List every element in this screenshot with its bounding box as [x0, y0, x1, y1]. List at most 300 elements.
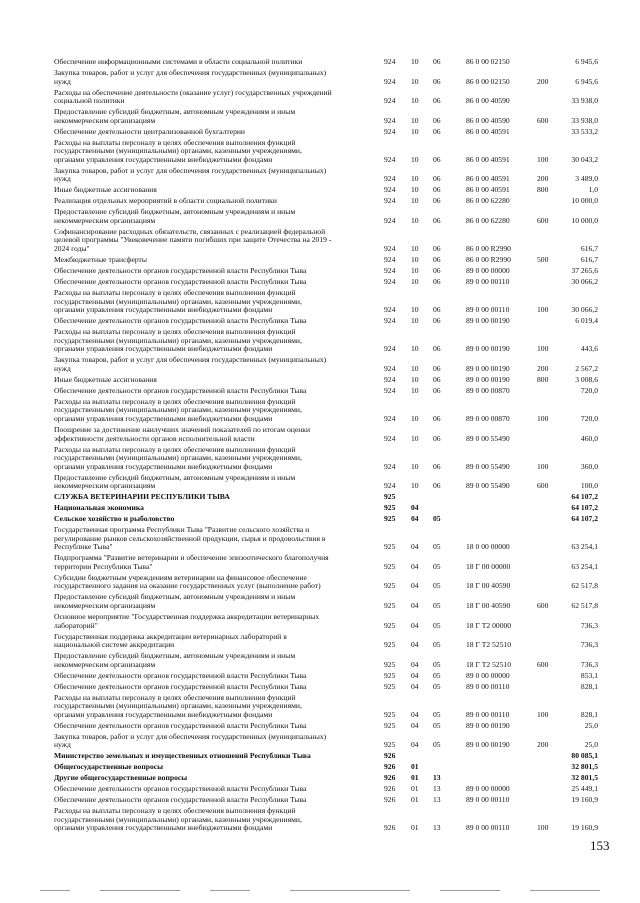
target-article-code: 89 0 00 55490 — [466, 461, 510, 471]
ministry-code: 926 — [384, 762, 396, 772]
amount: 6 945,6 — [575, 57, 598, 66]
amount: 37 265,6 — [571, 266, 598, 276]
amount: 63 254,1 — [571, 542, 598, 552]
section-code: 10 — [411, 255, 419, 265]
table-row — [0, 633, 640, 650]
expense-type-code: 600 — [537, 481, 549, 491]
table-row — [0, 387, 640, 396]
table-row — [0, 197, 640, 206]
target-article-code: 18 Г Т2 00000 — [466, 620, 512, 630]
amount: 33 938,0 — [571, 96, 598, 106]
expense-type-code: 100 — [537, 305, 549, 315]
ministry-code: 924 — [384, 276, 396, 286]
table-row — [0, 108, 640, 125]
ministry-code: 924 — [384, 374, 396, 384]
amount: 10 000,0 — [571, 215, 598, 225]
section-code: 10 — [411, 344, 419, 354]
row-description: Закупка товаров, работ и услуг для обеспечения государственных (муниципальных) нужд — [54, 355, 327, 373]
section-code: 10 — [411, 196, 419, 206]
table-row — [0, 128, 640, 137]
amount: 2 567,2 — [575, 363, 598, 373]
target-article-code: 86 0 00 40591 — [466, 126, 510, 136]
expense-type-code: 100 — [537, 709, 549, 719]
row-description: Предоставление субсидий бюджетным, автономным учреждениям и иным некоммерческим организациям — [54, 651, 296, 669]
ministry-code: 924 — [384, 154, 396, 164]
section-code: 04 — [411, 503, 419, 513]
target-article-code: 86 0 00 40590 — [466, 115, 510, 125]
table-row — [0, 774, 640, 783]
section-code: 10 — [411, 316, 419, 326]
row-description: Обеспечение деятельности органов государственной власти Республики Тыва — [54, 670, 307, 680]
row-description: Расходы на выплаты персоналу в целях обеспечения выполнения функций государственными (муниципальными) органами, казенными учреждениями, органами управления государственными внебюджетными фондами — [54, 692, 302, 719]
ministry-code: 925 — [384, 709, 396, 719]
table-row — [0, 289, 640, 315]
expense-type-code: 200 — [537, 76, 549, 86]
section-code: 10 — [411, 76, 419, 86]
subsection-code: 06 — [433, 196, 441, 206]
row-description: Подпрограмма "Развитие ветеринарии и обеспечение эпизоотического благополучия территории Республики Тыва" — [54, 553, 329, 571]
row-description: Обеспечение информационными системами в области социальной политики — [54, 57, 303, 66]
subsection-code: 06 — [433, 363, 441, 373]
expense-type-code: 100 — [537, 154, 549, 164]
target-article-code: 89 0 00 00110 — [466, 823, 510, 833]
ministry-code: 925 — [384, 581, 396, 591]
amount: 62 517,8 — [571, 581, 598, 591]
section-code: 04 — [411, 640, 419, 650]
table-row — [0, 186, 640, 195]
ministry-code: 925 — [384, 503, 396, 513]
ministry-code: 926 — [384, 795, 396, 805]
section-code: 10 — [411, 385, 419, 395]
subsection-code: 06 — [433, 461, 441, 471]
row-description: Обеспечение деятельности органов государственной власти Республики Тыва — [54, 720, 307, 730]
expense-type-code: 100 — [537, 413, 549, 423]
expense-type-code: 200 — [537, 740, 549, 750]
section-code: 10 — [411, 174, 419, 184]
row-description: Предоставление субсидий бюджетным, автономным учреждениям и иным некоммерческим организациям — [54, 472, 296, 491]
subsection-code: 06 — [433, 185, 441, 195]
ministry-code: 924 — [384, 266, 396, 276]
table-row — [0, 574, 640, 591]
ministry-code: 924 — [384, 196, 396, 206]
subsection-code: 06 — [433, 266, 441, 276]
expense-type-code: 200 — [537, 363, 549, 373]
row-description: Закупка товаров, работ и услуг для обеспечения государственных (муниципальных) нужд — [54, 165, 327, 184]
subsection-code: 06 — [433, 374, 441, 384]
table-row — [0, 267, 640, 276]
amount: 64 107,2 — [571, 514, 598, 524]
target-article-code: 86 0 00 02150 — [466, 76, 510, 86]
subsection-code: 05 — [433, 681, 441, 691]
section-code: 04 — [411, 514, 419, 524]
row-description: Расходы на выплаты персоналу в целях обеспечения выполнения функций государственными (муниципальными) органами, казенными учреждениями, органами управления государственными внебюджетными фондами — [54, 327, 302, 354]
table-row — [0, 652, 640, 669]
section-code: 10 — [411, 363, 419, 373]
row-description: Закупка товаров, работ и услуг для обеспечения государственных (муниципальных) нужд — [54, 67, 327, 86]
section-code: 01 — [411, 762, 419, 772]
row-description: СЛУЖБА ВЕТЕРИНАРИИ РЕСПУБЛИКИ ТЫВА — [54, 492, 230, 502]
table-row — [0, 328, 640, 354]
amount: 19 160,9 — [571, 823, 598, 833]
row-description: Обеспечение деятельности органов государственной власти Республики Тыва — [54, 795, 307, 805]
row-description: Расходы на выплаты персоналу в целях обеспечения выполнения функций государственными (муниципальными) органами, казенными учреждениями, органами управления государственными внебюджетными фондами — [54, 806, 302, 833]
target-article-code: 89 0 00 00110 — [466, 709, 510, 719]
section-code: 10 — [411, 433, 419, 443]
amount: 616,7 — [580, 244, 598, 254]
subsection-code: 06 — [433, 413, 441, 423]
section-code: 10 — [411, 481, 419, 491]
section-code: 10 — [411, 374, 419, 384]
section-code: 10 — [411, 57, 419, 66]
table-row — [0, 278, 640, 287]
ministry-code: 924 — [384, 433, 396, 443]
target-article-code: 89 0 00 00110 — [466, 681, 510, 691]
ministry-code: 925 — [384, 670, 396, 680]
amount: 3 008,6 — [575, 374, 598, 384]
ministry-code: 925 — [384, 640, 396, 650]
amount: 443,6 — [580, 344, 598, 354]
table-row — [0, 683, 640, 692]
target-article-code: 89 0 00 00190 — [466, 344, 510, 354]
target-article-code: 18 Г Т2 52510 — [466, 640, 512, 650]
expense-type-code: 100 — [537, 344, 549, 354]
row-description: Расходы на выплаты персоналу в целях обеспечения выполнения функций государственными (муниципальными) органами, казенными учреждениями, органами управления государственными внебюджетными фондами — [54, 444, 302, 471]
target-article-code: 18 Г 00 40590 — [466, 581, 511, 591]
row-description: Расходы на обеспечение деятельности (оказание услуг) государственных учреждений социальной политики — [54, 87, 332, 106]
target-article-code: 86 0 00 02150 — [466, 57, 510, 66]
section-code: 10 — [411, 244, 419, 254]
target-article-code: 86 0 00 62280 — [466, 196, 510, 206]
target-article-code: 89 0 00 00190 — [466, 374, 510, 384]
row-description: Обеспечение деятельности централизованной бухгалтерии — [54, 126, 245, 136]
amount: 853,1 — [580, 670, 598, 680]
section-code: 01 — [411, 823, 419, 833]
section-code: 10 — [411, 185, 419, 195]
amount: 30 066,2 — [571, 276, 598, 286]
section-code: 10 — [411, 266, 419, 276]
ministry-code: 924 — [384, 174, 396, 184]
expense-type-code: 200 — [537, 174, 549, 184]
ministry-code: 924 — [384, 96, 396, 106]
target-article-code: 89 0 00 00870 — [466, 413, 510, 423]
row-description: Министерство земельных и имущественных отношений Республики Тыва — [54, 751, 311, 761]
target-article-code: 89 0 00 00110 — [466, 276, 510, 286]
row-description: Национальная экономика — [54, 503, 144, 513]
subsection-code: 05 — [433, 601, 441, 611]
subsection-code: 05 — [433, 740, 441, 750]
row-description: Обеспечение деятельности органов государственной власти Республики Тыва — [54, 316, 307, 326]
subsection-code: 06 — [433, 174, 441, 184]
ministry-code: 924 — [384, 344, 396, 354]
ministry-code: 924 — [384, 115, 396, 125]
ministry-code: 925 — [384, 620, 396, 630]
table-row — [0, 694, 640, 720]
row-description: Иные бюджетные ассигнования — [54, 185, 157, 195]
table-row — [0, 398, 640, 424]
amount: 736,3 — [580, 640, 598, 650]
ministry-code: 926 — [384, 823, 396, 833]
target-article-code: 89 0 00 00110 — [466, 795, 510, 805]
row-description: Предоставление субсидий бюджетным, автономным учреждениям и иным некоммерческим организациям — [54, 592, 296, 611]
table-row — [0, 763, 640, 772]
row-description: Обеспечение деятельности органов государственной власти Республики Тыва — [54, 266, 307, 276]
table-row — [0, 613, 640, 630]
expense-type-code: 800 — [537, 374, 549, 384]
amount: 64 107,2 — [571, 503, 598, 513]
table-row — [0, 139, 640, 165]
section-code: 04 — [411, 670, 419, 680]
amount: 736,3 — [580, 620, 598, 630]
row-description: Обеспечение деятельности органов государственной власти Республики Тыва — [54, 681, 307, 691]
table-row — [0, 554, 640, 571]
section-code: 04 — [411, 561, 419, 571]
amount: 33 533,2 — [571, 126, 598, 136]
ministry-code: 924 — [384, 413, 396, 423]
table-row — [0, 474, 640, 491]
row-description: Общегосударственные вопросы — [54, 762, 164, 772]
target-article-code: 86 0 00 R2990 — [466, 244, 511, 254]
amount: 33 938,0 — [571, 115, 598, 125]
section-code: 10 — [411, 96, 419, 106]
row-description: Обеспечение деятельности органов государственной власти Республики Тыва — [54, 276, 307, 286]
row-description: Закупка товаров, работ и услуг для обеспечения государственных (муниципальных) нужд — [54, 731, 327, 750]
ministry-code: 924 — [384, 76, 396, 86]
table-row — [0, 504, 640, 513]
ministry-code: 924 — [384, 126, 396, 136]
ministry-code: 924 — [384, 305, 396, 315]
section-code: 04 — [411, 601, 419, 611]
target-article-code: 89 0 00 00190 — [466, 363, 510, 373]
section-code: 04 — [411, 620, 419, 630]
ministry-code: 925 — [384, 561, 396, 571]
expense-type-code: 800 — [537, 185, 549, 195]
target-article-code: 18 0 00 00000 — [466, 542, 510, 552]
subsection-code: 05 — [433, 620, 441, 630]
row-description: Реализация отдельных мероприятий в области социальной политики — [54, 196, 277, 206]
subsection-code: 06 — [433, 126, 441, 136]
amount: 25,0 — [584, 720, 598, 730]
subsection-code: 06 — [433, 115, 441, 125]
subsection-code: 13 — [433, 795, 441, 805]
table-row — [0, 593, 640, 610]
section-code: 04 — [411, 740, 419, 750]
table-row — [0, 317, 640, 326]
table-row — [0, 376, 640, 385]
target-article-code: 86 0 00 62280 — [466, 215, 510, 225]
subsection-code: 06 — [433, 316, 441, 326]
target-article-code: 89 0 00 00000 — [466, 784, 510, 794]
table-row — [0, 493, 640, 502]
target-article-code: 18 Г 00 00000 — [466, 561, 511, 571]
ministry-code: 926 — [384, 784, 396, 794]
ministry-code: 925 — [384, 659, 396, 669]
expense-type-code: 600 — [537, 115, 549, 125]
table-row — [0, 733, 640, 750]
amount: 736,3 — [580, 659, 598, 669]
ministry-code: 924 — [384, 385, 396, 395]
subsection-code: 05 — [433, 720, 441, 730]
page-number: 153 — [590, 838, 610, 853]
section-code: 04 — [411, 709, 419, 719]
subsection-code: 06 — [433, 276, 441, 286]
amount: 19 160,9 — [571, 795, 598, 805]
subsection-code: 06 — [433, 57, 441, 66]
amount: 30 043,2 — [571, 154, 598, 164]
subsection-code: 06 — [433, 255, 441, 265]
target-article-code: 89 0 00 00190 — [466, 316, 510, 326]
subsection-code: 05 — [433, 659, 441, 669]
amount: 828,1 — [580, 709, 598, 719]
amount: 10 000,0 — [571, 196, 598, 206]
amount: 720,0 — [580, 413, 598, 423]
table-row — [0, 672, 640, 681]
ministry-code: 925 — [384, 681, 396, 691]
ministry-code: 926 — [384, 751, 396, 761]
target-article-code: 86 0 00 40590 — [466, 96, 510, 106]
section-code: 04 — [411, 542, 419, 552]
ministry-code: 925 — [384, 601, 396, 611]
target-article-code: 89 0 00 00000 — [466, 670, 510, 680]
section-code: 04 — [411, 659, 419, 669]
target-article-code: 86 0 00 40591 — [466, 185, 510, 195]
table-row — [0, 228, 640, 254]
row-description: Межбюджетные трансферты — [54, 255, 147, 265]
expense-type-code: 100 — [537, 461, 549, 471]
table-row — [0, 446, 640, 472]
expense-type-code: 600 — [537, 215, 549, 225]
expense-type-code: 500 — [537, 255, 549, 265]
subsection-code: 06 — [433, 154, 441, 164]
row-description: Государственная программа Республики Тыва "Развитие сельского хозяйства и регулирование рынков сельскохозяйственной продукции, сырья и продовольствия в Республике Тыва" — [54, 525, 326, 552]
amount: 828,1 — [580, 681, 598, 691]
table-row — [0, 796, 640, 805]
row-description: Софинансирование расходных обязательств, связанных с реализацией федеральной целевой программы "Увековечение памяти погибших при защите Отечества на 2019 - 2024 годы" — [54, 226, 332, 254]
subsection-code: 13 — [433, 773, 441, 783]
amount: 25,0 — [584, 740, 598, 750]
ministry-code: 924 — [384, 244, 396, 254]
row-description: Расходы на выплаты персоналу в целях обеспечения выполнения функций государственными (муниципальными) органами, казенными учреждениями, органами управления государственными внебюджетными фондами — [54, 287, 302, 315]
row-description: Расходы на выплаты персоналу в целях обеспечения выполнения функций государственными (муниципальными) органами, казенными учреждениями, органами управления государственными внебюджетными фондами — [54, 396, 302, 423]
table-row — [0, 69, 640, 86]
section-code: 01 — [411, 773, 419, 783]
row-description: Государственная поддержка аккредитации ветеринарных лабораторий в национальной системе аккредитации — [54, 631, 287, 650]
amount: 720,0 — [580, 385, 598, 395]
subsection-code: 05 — [433, 514, 441, 524]
row-description: Иные бюджетные ассигнования — [54, 374, 157, 384]
row-description: Субсидии бюджетным учреждениям ветеринарии на финансовое обеспечение государственного задания на оказание государственных услуг (выполнение работ) — [54, 572, 321, 591]
target-article-code: 89 0 00 00000 — [466, 266, 510, 276]
amount: 3 489,0 — [575, 174, 598, 184]
expense-type-code: 600 — [537, 601, 549, 611]
target-article-code: 89 0 00 00110 — [466, 305, 510, 315]
table-row — [0, 89, 640, 106]
amount: 64 107,2 — [571, 492, 598, 502]
row-description: Поощрение за достижение наилучших значений показателей по итогам оценки эффективности деятельности органов исполнительной власти — [54, 424, 311, 443]
table-row — [0, 58, 640, 67]
subsection-code: 06 — [433, 244, 441, 254]
ministry-code: 925 — [384, 740, 396, 750]
amount: 30 066,2 — [571, 305, 598, 315]
expense-type-code: 600 — [537, 659, 549, 669]
section-code: 10 — [411, 126, 419, 136]
table-row — [0, 785, 640, 794]
ministry-code: 925 — [384, 492, 396, 502]
table-row — [0, 356, 640, 373]
section-code: 10 — [411, 461, 419, 471]
subsection-code: 06 — [433, 385, 441, 395]
table-row — [0, 426, 640, 443]
amount: 80 085,1 — [571, 751, 598, 761]
section-code: 10 — [411, 215, 419, 225]
subsection-code: 13 — [433, 784, 441, 794]
subsection-code: 06 — [433, 344, 441, 354]
amount: 616,7 — [580, 255, 598, 265]
row-description: Основное мероприятие "Государственная поддержка аккредитации ветеринарных лабораторий" — [54, 612, 320, 630]
subsection-code: 05 — [433, 709, 441, 719]
subsection-code: 06 — [433, 305, 441, 315]
ministry-code: 924 — [384, 255, 396, 265]
ministry-code: 925 — [384, 720, 396, 730]
subsection-code: 05 — [433, 640, 441, 650]
row-description: Обеспечение деятельности органов государственной власти Республики Тыва — [54, 385, 307, 395]
table-row — [0, 526, 640, 552]
amount: 32 801,5 — [571, 773, 598, 783]
section-code: 10 — [411, 276, 419, 286]
target-article-code: 89 0 00 55490 — [466, 481, 510, 491]
section-code: 10 — [411, 413, 419, 423]
target-article-code: 89 0 00 00190 — [466, 720, 510, 730]
subsection-code: 05 — [433, 581, 441, 591]
amount: 460,0 — [580, 433, 598, 443]
amount: 62 517,8 — [571, 601, 598, 611]
section-code: 04 — [411, 720, 419, 730]
ministry-code: 924 — [384, 461, 396, 471]
subsection-code: 05 — [433, 542, 441, 552]
ministry-code: 924 — [384, 57, 396, 66]
section-code: 10 — [411, 305, 419, 315]
row-description: Другие общегосударственные вопросы — [54, 773, 188, 783]
table-row — [0, 722, 640, 731]
subsection-code: 06 — [433, 96, 441, 106]
ministry-code: 924 — [384, 215, 396, 225]
row-description: Обеспечение деятельности органов государственной власти Республики Тыва — [54, 784, 307, 794]
section-code: 10 — [411, 115, 419, 125]
table-row — [0, 167, 640, 184]
row-description: Расходы на выплаты персоналу в целях обеспечения выполнения функций государственными (муниципальными) органами, казенными учреждениями, органами управления государственными внебюджетными фондами — [54, 137, 302, 164]
target-article-code: 86 0 00 40591 — [466, 154, 510, 164]
target-article-code: 86 0 00 40591 — [466, 174, 510, 184]
expense-type-code: 100 — [537, 823, 549, 833]
section-code: 04 — [411, 581, 419, 591]
table-row — [0, 515, 640, 524]
ministry-code: 924 — [384, 481, 396, 491]
subsection-code: 06 — [433, 215, 441, 225]
amount: 1,0 — [588, 185, 598, 195]
section-code: 10 — [411, 154, 419, 164]
section-code: 01 — [411, 784, 419, 794]
amount: 32 801,5 — [571, 762, 598, 772]
ministry-code: 924 — [384, 185, 396, 195]
amount: 100,0 — [580, 481, 598, 491]
table-row — [0, 807, 640, 833]
subsection-code: 05 — [433, 561, 441, 571]
amount: 6 019,4 — [575, 316, 598, 326]
target-article-code: 86 0 00 R2990 — [466, 255, 511, 265]
section-code: 01 — [411, 795, 419, 805]
subsection-code: 06 — [433, 433, 441, 443]
amount: 63 254,1 — [571, 561, 598, 571]
subsection-code: 05 — [433, 670, 441, 680]
